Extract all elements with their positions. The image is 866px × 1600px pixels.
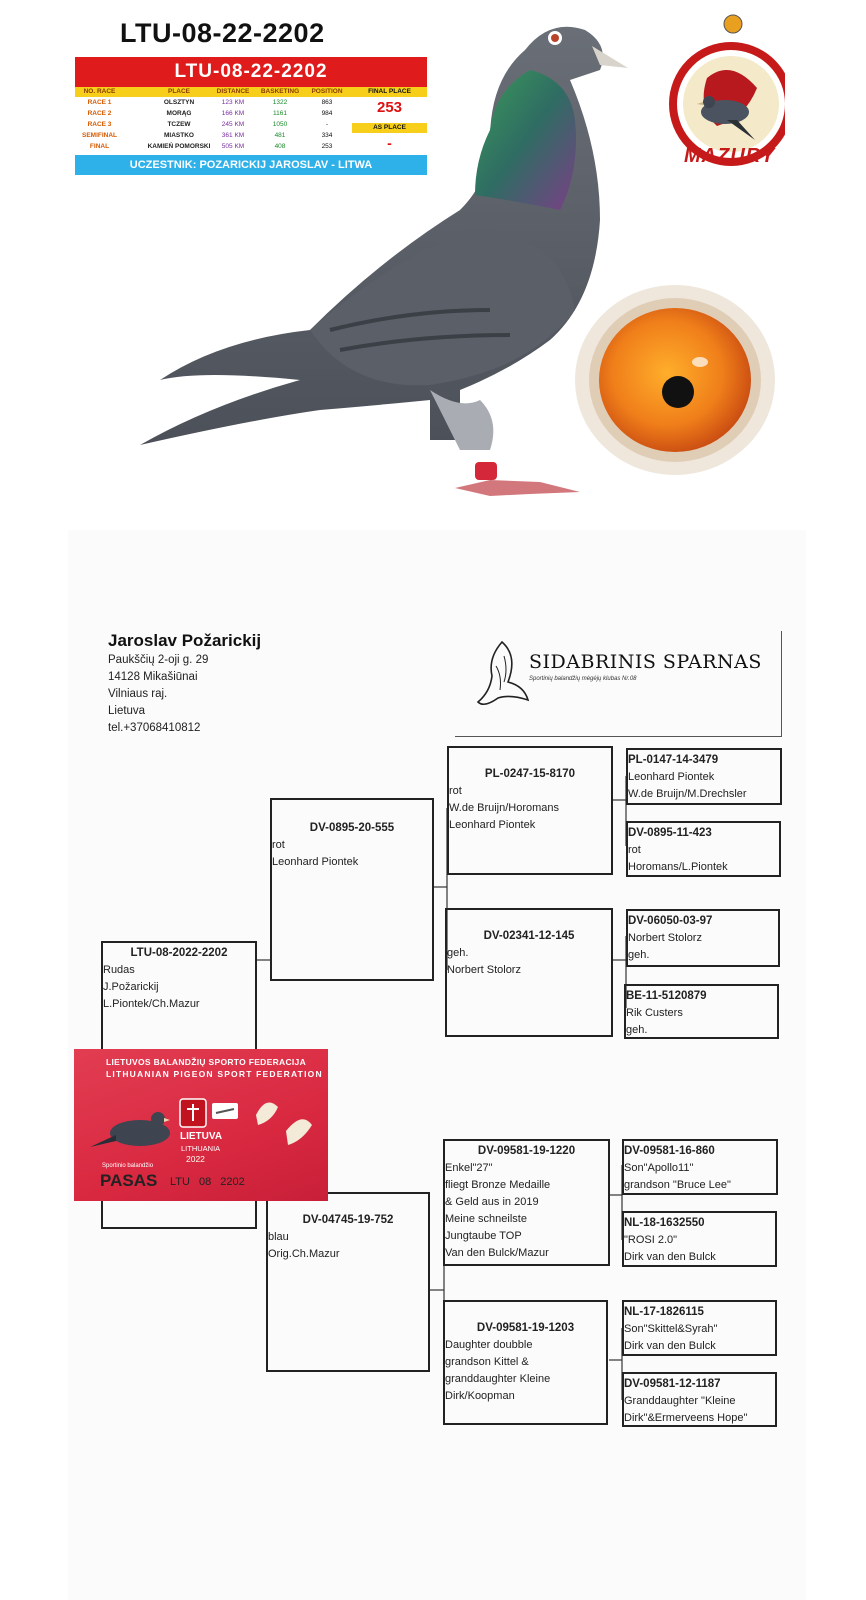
race-position: 984 xyxy=(321,110,333,117)
pedigree-line: geh. xyxy=(628,949,650,961)
race-distance: 361 KM xyxy=(221,132,245,139)
pedigree-great-grandparent-4 xyxy=(624,984,779,1039)
race-basketing: 408 xyxy=(274,143,286,150)
race-distance: 505 KM xyxy=(221,143,245,150)
pedigree-great-grandparent-1 xyxy=(626,748,782,805)
race-position: 334 xyxy=(321,132,333,139)
pedigree-line: W.de Bruijn/Horomans xyxy=(449,802,560,814)
pedigree-line: blau xyxy=(268,1231,289,1243)
pedigree-line: Norbert Stolorz xyxy=(447,964,521,976)
pedigree-dam xyxy=(266,1192,430,1372)
pedigree-line: J.Požarickij xyxy=(103,981,159,993)
race-basketing: 481 xyxy=(274,132,286,139)
as-place-label: AS PLACE xyxy=(352,123,427,133)
pedigree-granddam-2 xyxy=(443,1300,608,1425)
ring-number: DV-09581-12-1187 xyxy=(624,1378,721,1390)
col-header-place: PLACE xyxy=(167,88,191,95)
race-place: MORĄG xyxy=(166,110,192,117)
race-place: TCZEW xyxy=(167,121,191,128)
pedigree-line: Meine schneilste xyxy=(445,1213,527,1225)
pedigree-line: Leonhard Piontek xyxy=(628,771,715,783)
pedigree-great-grandparent-5 xyxy=(622,1139,778,1195)
passport-emblem-icon xyxy=(88,1085,328,1165)
race-place: OLSZTYN xyxy=(163,99,195,106)
pedigree-great-grandparent-2 xyxy=(626,821,781,877)
pedigree-line: geh. xyxy=(447,947,469,959)
col-header-basketing: BASKETING xyxy=(260,88,300,95)
club-name: SIDABRINIS SPARNAS xyxy=(529,651,762,673)
as-place-value: - xyxy=(387,135,392,151)
pedigree-line: "ROSI 2.0" xyxy=(624,1234,678,1246)
participant-footer: UCZESTNIK: POZARICKIJ JAROSLAV - LITWA xyxy=(75,155,427,175)
final-place-value: 253 xyxy=(376,99,403,116)
results-banner: LTU-08-22-2202 xyxy=(75,57,427,87)
ring-number: PL-0147-14-3479 xyxy=(628,754,719,766)
pedigree-granddam-1 xyxy=(445,908,613,1037)
pedigree-line: granddaughter Kleine xyxy=(445,1373,551,1385)
pedigree-line: Dirk van den Bulck xyxy=(624,1340,716,1352)
race-basketing: 1050 xyxy=(272,121,288,128)
pedigree-line: Norbert Stolorz xyxy=(628,932,702,944)
race-no: RACE 3 xyxy=(87,121,112,128)
passport-label: PASAS xyxy=(100,1171,158,1190)
ring-number: DV-02341-12-145 xyxy=(483,930,575,942)
col-header-no: NO. RACE xyxy=(83,88,116,95)
pedigree-line: Granddaughter "Kleine xyxy=(624,1395,736,1407)
owner-address-line: Lietuva xyxy=(108,705,146,717)
race-position: 253 xyxy=(321,143,333,150)
pedigree-line: Leonhard Piontek xyxy=(449,819,536,831)
ring-number: DV-09581-19-1203 xyxy=(476,1322,575,1334)
pedigree-line: rot xyxy=(272,839,285,851)
ring-number: LTU-08-2022-2202 xyxy=(130,947,228,959)
owner-address-line: Paukščių 2-oji g. 29 xyxy=(108,654,209,666)
passport-subtitle: Sportinio balandžio xyxy=(102,1163,154,1169)
page-title: LTU-08-22-2202 xyxy=(120,18,325,48)
ring-number: BE-11-5120879 xyxy=(626,990,707,1002)
pedigree-line: rot xyxy=(449,785,462,797)
pedigree-great-grandparent-7 xyxy=(622,1300,777,1356)
race-basketing: 1322 xyxy=(272,99,288,106)
pedigree-line: & Geld aus in 2019 xyxy=(445,1196,539,1208)
pedigree-line: L.Piontek/Ch.Mazur xyxy=(103,998,200,1010)
pigeon-passport-card xyxy=(74,1049,328,1201)
ring-number: PL-0247-15-8170 xyxy=(484,768,576,780)
race-distance: 245 KM xyxy=(221,121,245,128)
passport-country-lt: LIETUVA xyxy=(180,1131,223,1142)
pedigree-line: Son"Skittel&Syrah" xyxy=(624,1323,718,1335)
pedigree-great-grandparent-8 xyxy=(622,1372,777,1427)
pedigree-sire xyxy=(270,798,434,981)
ring-number: DV-0895-11-423 xyxy=(628,827,712,839)
pedigree-line: grandson "Bruce Lee" xyxy=(624,1179,731,1191)
pedigree-grandsire-1 xyxy=(447,746,613,875)
race-no: RACE 2 xyxy=(87,110,112,117)
pedigree-line: fliegt Bronze Medaille xyxy=(445,1179,551,1191)
pedigree-line: Dirk van den Bulck xyxy=(624,1251,716,1263)
ring-number: NL-18-1632550 xyxy=(624,1217,705,1229)
owner-name: Jaroslav Požarickij xyxy=(108,631,262,650)
passport-title-en: LITHUANIAN PIGEON SPORT FEDERATION xyxy=(106,1069,323,1079)
pedigree-line: rot xyxy=(628,844,641,856)
logo-text: MAZURY xyxy=(684,145,776,167)
pedigree-great-grandparent-3 xyxy=(626,909,780,967)
passport-title-lt: LIETUVOS BALANDŽIŲ SPORTO FEDERACIJA xyxy=(106,1057,307,1067)
pedigree-line: Jungtaube TOP xyxy=(445,1230,522,1242)
pedigree-line: Orig.Ch.Mazur xyxy=(268,1248,340,1260)
ring-number: DV-06050-03-97 xyxy=(628,915,713,927)
ring-number: DV-0895-20-555 xyxy=(309,822,395,834)
pedigree-great-grandparent-6 xyxy=(622,1211,777,1267)
passport-year: 2022 xyxy=(186,1154,205,1164)
passport-country-en: LITHUANIA xyxy=(181,1144,221,1153)
pedigree-line: grandson Kittel & xyxy=(445,1356,529,1368)
passport-ring-number: LTU 08 2202 xyxy=(170,1176,245,1188)
race-place: MIASTKO xyxy=(164,132,194,139)
race-position: - xyxy=(325,121,329,128)
race-no: SEMIFINAL xyxy=(81,132,118,139)
owner-address-line: Vilniaus raj. xyxy=(108,688,168,700)
race-distance: 166 KM xyxy=(221,110,245,117)
race-distance: 123 KM xyxy=(221,99,245,106)
ring-number: DV-04745-19-752 xyxy=(302,1214,394,1226)
pedigree-line: Dirk/Koopman xyxy=(445,1390,515,1402)
race-no: RACE 1 xyxy=(87,99,112,106)
pedigree-grandsire-2 xyxy=(443,1139,610,1266)
pedigree-line: Enkel"27" xyxy=(445,1162,493,1174)
owner-phone: tel.+37068410812 xyxy=(108,722,201,734)
race-no: FINAL xyxy=(89,143,110,150)
pedigree-line: Daughter doubble xyxy=(445,1339,533,1351)
race-position: 863 xyxy=(321,99,333,106)
pedigree-line: Horomans/L.Piontek xyxy=(628,861,728,873)
club-subtitle: Sportinių balandžių mėgėjų klubas Nr.08 xyxy=(529,676,637,682)
pedigree-line: Dirk"&Ermerveens Hope" xyxy=(624,1412,748,1424)
pedigree-line: Son"Apollo11" xyxy=(624,1162,694,1174)
pedigree-line: Rik Custers xyxy=(626,1007,683,1019)
final-place-label: FINAL PLACE xyxy=(352,87,427,97)
pedigree-line: geh. xyxy=(626,1024,648,1036)
col-header-distance: DISTANCE xyxy=(216,88,250,95)
col-header-position: POSITION xyxy=(311,88,343,95)
ring-number: DV-09581-16-860 xyxy=(624,1145,715,1157)
pedigree-line: Leonhard Piontek xyxy=(272,856,359,868)
race-place: KAMIEŃ POMORSKI xyxy=(147,143,211,150)
pedigree-line: Van den Bulck/Mazur xyxy=(445,1247,549,1259)
ring-number: DV-09581-19-1220 xyxy=(477,1145,576,1157)
pedigree-line: Rudas xyxy=(103,964,135,976)
pedigree-line: W.de Bruijn/M.Drechsler xyxy=(628,788,747,800)
ring-number: NL-17-1826115 xyxy=(624,1306,704,1318)
race-basketing: 1161 xyxy=(273,110,287,117)
owner-address-line: 14128 Mikašiūnai xyxy=(108,671,198,683)
